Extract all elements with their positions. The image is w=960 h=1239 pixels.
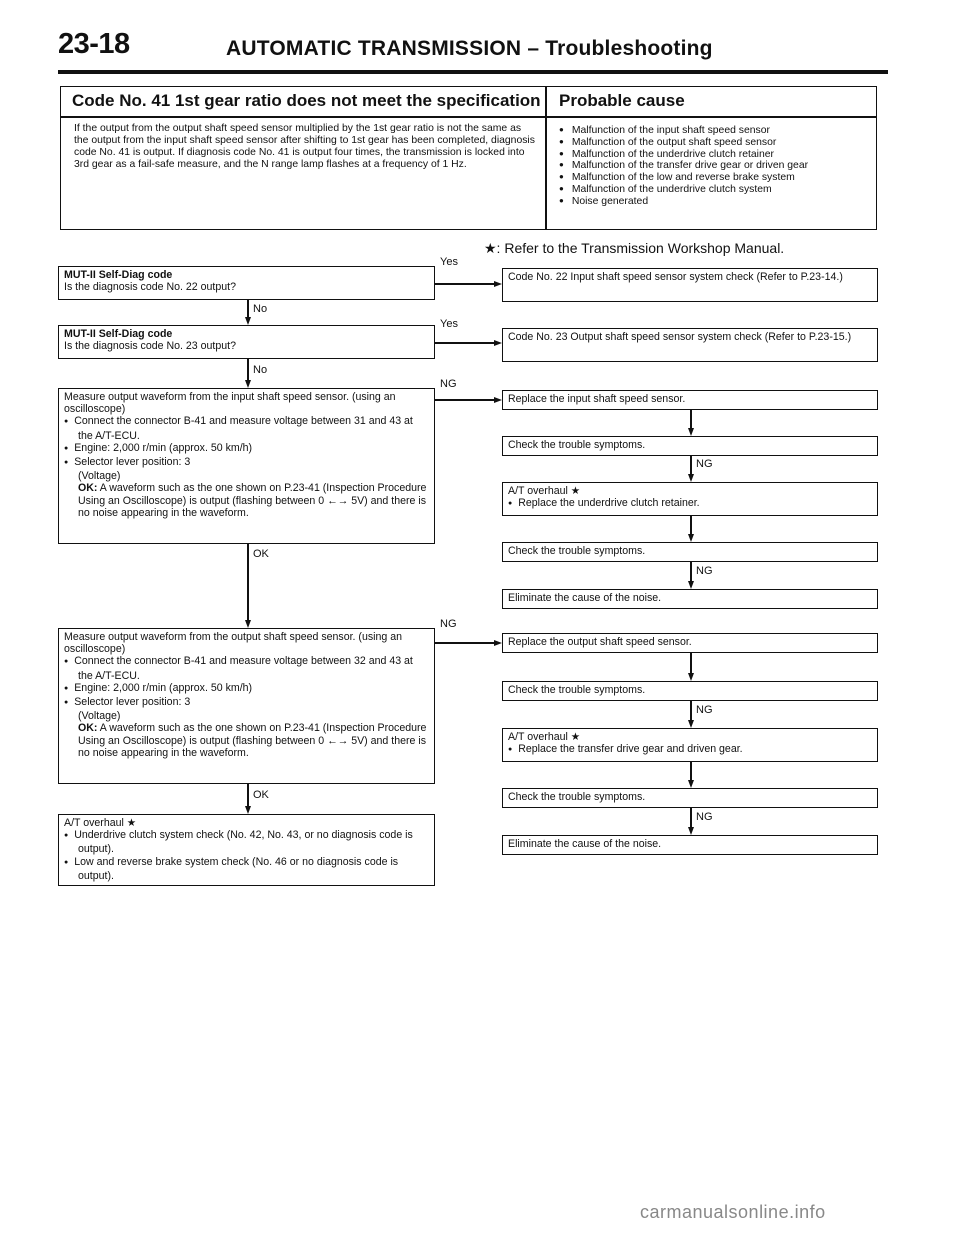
watermark: carmanualsonline.info xyxy=(640,1202,826,1222)
b4-text: Check the trouble symptoms. xyxy=(508,791,646,803)
connector-line xyxy=(690,653,692,673)
r2-code23-box xyxy=(502,328,878,362)
probable-cause-title: Probable cause xyxy=(559,91,685,110)
ng-label: NG xyxy=(440,618,457,630)
condition-description: If the output from the output shaft speed sensor multiplied by the 1st gear ratio is not the same as the output from the input shaft speed sensor after shifting to 1st gear has been completed, diagnosis code No. 41 is output. If diagnosis code No. 41 is output four times, the transmission is locked into 3rd gear as a fail-safe measure, and the N range lamp flashes at a frequency of 1 Hz. xyxy=(74,123,535,170)
arrow-right-icon xyxy=(494,397,502,403)
connector-line xyxy=(435,283,494,285)
final-step: ● Underdrive clutch system check (No. 42, No. 43, or no diagnosis code is output). xyxy=(64,829,429,855)
a2-text: Check the trouble symptoms. xyxy=(508,439,646,451)
b4-check-symptoms-box xyxy=(502,788,878,808)
arrow-down-icon xyxy=(688,534,694,542)
a5-eliminate-noise-box xyxy=(502,589,878,609)
arrow-right-icon xyxy=(494,640,502,646)
connector-line xyxy=(247,544,249,620)
m1-step: ● Connect the connector B-41 and measure voltage between 31 and 43 at the A/T-ECU. xyxy=(64,415,429,441)
ng-label: NG xyxy=(696,704,713,716)
connector-line xyxy=(690,516,692,534)
connector-line xyxy=(247,784,249,806)
m2-ok-label: OK: xyxy=(78,722,98,735)
page-number: 23-18 xyxy=(58,28,130,60)
final-title: A/T overhaul ★ xyxy=(64,817,137,829)
q1-self-diag-box xyxy=(58,266,435,300)
b3-title: A/T overhaul ★ xyxy=(508,731,581,743)
arrow-down-icon xyxy=(688,780,694,788)
arrow-down-icon xyxy=(688,673,694,681)
cause-item: ● Malfunction of the underdrive clutch retainer xyxy=(559,149,874,161)
no-label: No xyxy=(253,364,268,376)
cause-item: ● Malfunction of the output shaft speed sensor xyxy=(559,137,874,149)
probable-cause-list xyxy=(559,125,874,208)
output-waveform-measure-box xyxy=(58,628,435,784)
connector-line xyxy=(247,359,249,380)
q2-question: Is the diagnosis code No. 23 output? xyxy=(64,340,236,353)
r1-text: Code No. 22 Input shaft speed sensor system check (Refer to P.23-14.) xyxy=(508,271,843,283)
connector-line xyxy=(247,300,249,317)
q1-title: MUT-II Self-Diag code xyxy=(64,269,173,281)
table-header-rule xyxy=(61,116,876,118)
q2-self-diag-box xyxy=(58,325,435,359)
table-divider xyxy=(545,87,547,229)
b1-text: Replace the output shaft speed sensor. xyxy=(508,636,692,648)
a5-text: Eliminate the cause of the noise. xyxy=(508,592,662,604)
connector-line xyxy=(690,410,692,428)
ng-label: NG xyxy=(696,811,713,823)
m1-voltage: (Voltage) xyxy=(78,470,121,483)
arrow-down-icon xyxy=(245,806,251,814)
final-overhaul-box xyxy=(58,814,435,886)
b5-eliminate-noise-box xyxy=(502,835,878,855)
arrow-down-icon xyxy=(688,581,694,589)
cause-item: ● Noise generated xyxy=(559,196,874,208)
arrow-right-icon xyxy=(494,281,502,287)
yes-label: Yes xyxy=(440,318,458,330)
ng-label: NG xyxy=(696,565,713,577)
b2-text: Check the trouble symptoms. xyxy=(508,684,646,696)
yes-label: Yes xyxy=(440,256,458,268)
ok-label: OK xyxy=(253,789,269,801)
m1-intro: Measure output waveform from the input shaft speed sensor. (using an oscilloscope) xyxy=(64,391,396,416)
m2-step: ● Selector lever position: 3 xyxy=(64,696,429,710)
page-title: AUTOMATIC TRANSMISSION – Troubleshooting xyxy=(226,37,713,60)
workshop-manual-legend: ★: Refer to the Transmission Workshop Manual. xyxy=(484,240,785,256)
a4-check-symptoms-box xyxy=(502,542,878,562)
arrow-down-icon xyxy=(245,620,251,628)
m2-step: ● Engine: 2,000 r/min (approx. 50 km/h) xyxy=(64,682,429,696)
arrow-down-icon xyxy=(688,474,694,482)
header-rule xyxy=(58,70,888,74)
no-label: No xyxy=(253,303,268,315)
ng-label: NG xyxy=(440,378,457,390)
connector-line xyxy=(690,701,692,720)
b2-check-symptoms-box xyxy=(502,681,878,701)
connector-line xyxy=(435,642,494,644)
m2-intro: Measure output waveform from the output shaft speed sensor. (using an oscilloscope) xyxy=(64,631,403,656)
connector-line xyxy=(690,456,692,474)
arrow-down-icon xyxy=(688,720,694,728)
m1-ok-text: A waveform such as the one shown on P.23-41 (Inspection Procedure Using an Oscilloscope) is output (flashing between 0 ←→ 5V) and there is no noise appearing in the waveform. xyxy=(78,482,427,519)
arrow-down-icon xyxy=(688,428,694,436)
a3-step: ● Replace the underdrive clutch retainer. xyxy=(508,497,872,511)
q1-question: Is the diagnosis code No. 22 output? xyxy=(64,281,236,294)
arrow-down-icon xyxy=(245,317,251,325)
r1-code22-box xyxy=(502,268,878,302)
r2-text: Code No. 23 Output shaft speed sensor system check (Refer to P.23-15.) xyxy=(508,331,852,343)
final-step: ● Low and reverse brake system check (No. 46 or no diagnosis code is output). xyxy=(64,856,429,882)
arrow-down-icon xyxy=(245,380,251,388)
code-title: Code No. 41 1st gear ratio does not meet the specification xyxy=(72,91,541,110)
m1-step: ● Selector lever position: 3 xyxy=(64,456,429,470)
ok-label: OK xyxy=(253,548,269,560)
a1-replace-input-sensor-box xyxy=(502,390,878,410)
m2-ok-text: A waveform such as the one shown on P.23-41 (Inspection Procedure Using an Oscilloscope) is output (flashing between 0 ←→ 5V) and there is no noise appearing in the waveform. xyxy=(78,722,427,759)
cause-item: ● Malfunction of the underdrive clutch system xyxy=(559,184,874,196)
m1-step: ● Engine: 2,000 r/min (approx. 50 km/h) xyxy=(64,442,429,456)
connector-line xyxy=(690,762,692,780)
cause-item: ● Malfunction of the transfer drive gear or driven gear xyxy=(559,160,874,172)
b3-overhaul-box xyxy=(502,728,878,762)
arrow-down-icon xyxy=(688,827,694,835)
cause-item: ● Malfunction of the low and reverse brake system xyxy=(559,172,874,184)
connector-line xyxy=(435,342,494,344)
b3-step: ● Replace the transfer drive gear and driven gear. xyxy=(508,743,872,757)
arrow-right-icon xyxy=(494,340,502,346)
a1-text: Replace the input shaft speed sensor. xyxy=(508,393,686,405)
a2-check-symptoms-box xyxy=(502,436,878,456)
q2-title: MUT-II Self-Diag code xyxy=(64,328,173,340)
cause-item: ● Malfunction of the input shaft speed sensor xyxy=(559,125,874,137)
a4-text: Check the trouble symptoms. xyxy=(508,545,646,557)
connector-line xyxy=(690,562,692,581)
m2-ok-row xyxy=(64,722,429,759)
input-waveform-measure-box xyxy=(58,388,435,544)
diagnosis-summary-table xyxy=(60,86,877,230)
m2-step: ● Connect the connector B-41 and measure voltage between 32 and 43 at the A/T-ECU. xyxy=(64,655,429,681)
connector-line xyxy=(435,399,494,401)
a3-overhaul-box xyxy=(502,482,878,516)
a3-title: A/T overhaul ★ xyxy=(508,485,581,497)
m1-ok-row xyxy=(64,482,429,519)
connector-line xyxy=(690,808,692,827)
ng-label: NG xyxy=(696,458,713,470)
m2-voltage: (Voltage) xyxy=(78,710,121,723)
b1-replace-output-sensor-box xyxy=(502,633,878,653)
b5-text: Eliminate the cause of the noise. xyxy=(508,838,662,850)
m1-ok-label: OK: xyxy=(78,482,98,495)
